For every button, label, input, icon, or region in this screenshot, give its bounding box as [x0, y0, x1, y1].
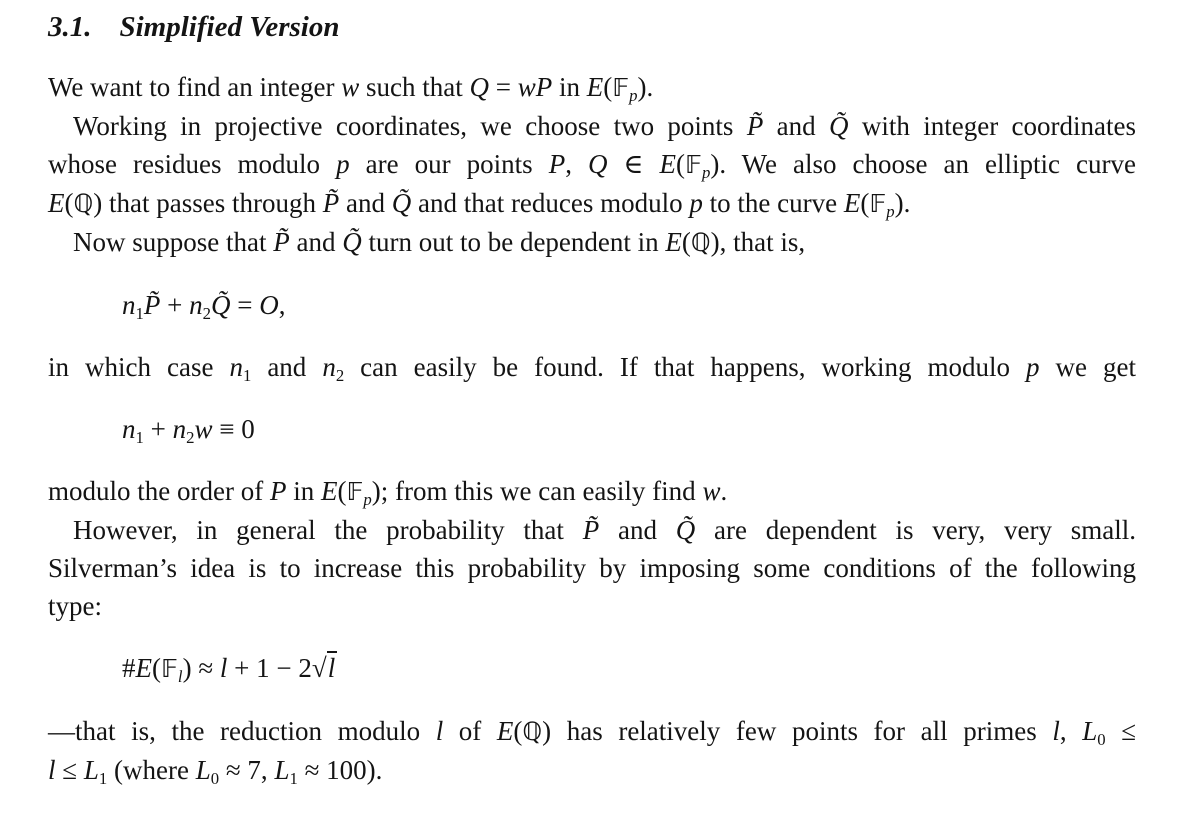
math-var: l [435, 716, 444, 746]
text-run: = [488, 72, 518, 102]
math-subscript: 0 [210, 768, 220, 788]
text-run: ) has relatively few points for all primes [542, 716, 1053, 746]
text-run: Silverman’s idea is to increase this probability by imposing some conditions of the following [48, 553, 1136, 583]
text-run: ≤ [1105, 716, 1137, 746]
math-var: Q̃ [391, 188, 412, 218]
math-var: Q̃ [829, 111, 849, 141]
para-line [48, 751, 1136, 789]
text-run: ≈ 7, [219, 755, 275, 785]
math-subscript: 0 [1097, 729, 1106, 749]
para-line [48, 184, 1136, 223]
para-line [48, 348, 1136, 386]
math-subscript: 1 [135, 303, 144, 323]
math-var: p [336, 149, 350, 179]
section-heading [48, 8, 1136, 46]
text-run: Now suppose that [73, 227, 274, 257]
text-run: ) ≈ [182, 653, 220, 683]
text-run: ( [337, 476, 347, 506]
text-run: whose residues modulo [48, 149, 337, 179]
section-number: 3.1. [48, 11, 92, 43]
text-run: and that reduces modulo [411, 188, 690, 218]
math-var: P̃ [746, 111, 764, 141]
blackboard-letter: ℚ [522, 717, 543, 746]
math-var: P̃ [143, 290, 161, 320]
text-run: ∈ [607, 149, 660, 179]
math-var: n [122, 414, 136, 444]
para-line [48, 68, 1136, 107]
document-lines [48, 68, 1136, 789]
text-run: of [443, 716, 497, 746]
blackboard-letter: 𝔽 [612, 73, 630, 102]
text-run: Working in projective coordinates, we choose two points [73, 111, 747, 141]
math-var: P̃ [322, 188, 340, 218]
math-var: Q [469, 72, 489, 102]
math-subscript: p [363, 489, 372, 509]
text-run: ) that passes through [93, 188, 323, 218]
math-var: L [274, 755, 290, 785]
text-run: ( [603, 72, 613, 102]
math-var: w [517, 72, 536, 102]
text-run: We want to find an integer [48, 72, 342, 102]
blackboard-letter: ℚ [690, 228, 711, 257]
text-run: , [278, 290, 286, 320]
display-equation [48, 649, 1136, 688]
text-run: in [286, 476, 321, 506]
text-run: and [763, 111, 830, 141]
blackboard-letter: 𝔽 [869, 189, 887, 218]
text-run: + [160, 290, 190, 320]
math-var: E [659, 149, 677, 179]
para-line [48, 511, 1136, 549]
math-subscript: 1 [98, 768, 108, 788]
math-var: O [259, 290, 279, 320]
text-run: in which case [48, 352, 230, 382]
math-var: Q̃ [675, 515, 696, 545]
math-var: w [341, 72, 360, 102]
math-var: E [586, 72, 604, 102]
text-run: ). [637, 72, 654, 102]
text-run: modulo the order of [48, 476, 270, 506]
math-var: E [496, 716, 514, 746]
math-subscript: 2 [186, 427, 195, 447]
math-var: n [322, 352, 336, 382]
math-var: P [535, 72, 553, 102]
blackboard-letter: 𝔽 [346, 477, 364, 506]
para-line [48, 712, 1136, 751]
text-run: and [289, 227, 343, 257]
text-run: + 1 − 2 [227, 653, 312, 683]
math-subscript: 2 [202, 303, 211, 323]
text-run: in [552, 72, 587, 102]
math-var: L [1082, 716, 1098, 746]
text-run: , [1059, 716, 1083, 746]
math-var: Q̃ [342, 227, 362, 257]
text-run: we get [1039, 352, 1137, 382]
math-var: Q [587, 149, 608, 179]
blackboard-letter: 𝔽 [161, 654, 178, 683]
math-var: L [195, 755, 211, 785]
text-run: are our points [349, 149, 549, 179]
text-run: , [565, 149, 588, 179]
math-subscript: 2 [335, 365, 345, 385]
math-var: P [269, 476, 287, 506]
blackboard-letter: 𝔽 [685, 150, 702, 179]
math-var: P̃ [273, 227, 290, 257]
text-run: # [122, 653, 136, 683]
text-run: ). [894, 188, 911, 218]
text-run: and [251, 352, 323, 382]
math-subscript: 1 [242, 365, 252, 385]
text-run: However, in general the probability that [73, 515, 583, 545]
para-line [48, 107, 1136, 145]
text-run: ), that is, [710, 227, 806, 257]
para-line [48, 223, 1136, 262]
math-var: E [843, 188, 861, 218]
text-run: ). We also choose an elliptic curve [710, 149, 1136, 179]
text-run: + [143, 414, 173, 444]
math-var: l [48, 755, 56, 785]
text-run: —that is, the reduction modulo [48, 716, 436, 746]
math-var: n [189, 290, 203, 320]
text-run: and [339, 188, 392, 218]
section-title: Simplified Version [119, 11, 340, 43]
math-subscript: 1 [135, 427, 144, 447]
text-run: such that [359, 72, 470, 102]
math-var: l [219, 653, 228, 683]
text-run: ( [513, 716, 523, 746]
text-run: and [599, 515, 676, 545]
text-run: . [720, 476, 728, 506]
text-run: are dependent is very, very small. [695, 515, 1137, 545]
math-subscript: p [886, 201, 895, 221]
text-run: with integer coordinates [848, 111, 1137, 141]
text-run: turn out to be dependent in [361, 227, 666, 257]
text-run: ( [152, 653, 161, 683]
text-run: (where [107, 755, 196, 785]
text-run: can easily be found. If that happens, working modulo [344, 352, 1027, 382]
math-var: n [229, 352, 243, 382]
math-var: p [689, 188, 703, 218]
math-subscript: p [629, 85, 638, 105]
text-run: ( [676, 149, 686, 179]
math-subscript: 1 [289, 768, 298, 788]
math-var: P̃ [582, 515, 600, 545]
math-var: l [1052, 716, 1060, 746]
math-var: E [665, 227, 682, 257]
math-subscript: l [177, 666, 183, 686]
text-run: ( [681, 227, 691, 257]
math-var: E [320, 476, 338, 506]
math-var: E [48, 188, 65, 218]
para-line [48, 549, 1136, 587]
text-run: ( [64, 188, 74, 218]
text-run: to the curve [702, 188, 844, 218]
math-subscript: p [701, 162, 711, 182]
para-line [48, 145, 1136, 184]
math-var: w [702, 476, 721, 506]
math-var: Q̃ [210, 290, 231, 320]
math-var: L [83, 755, 99, 785]
text-run: ); from this we can easily find [371, 476, 703, 506]
para-line [48, 587, 1136, 625]
math-var: P [548, 149, 566, 179]
text-run: type: [48, 591, 102, 621]
text-run: ( [860, 188, 870, 218]
math-var: n [172, 414, 187, 444]
text-run: √ [311, 653, 327, 683]
text-run: = [230, 290, 260, 320]
text-run: ≤ [55, 755, 84, 785]
text-run: ≈ 100). [297, 755, 383, 785]
blackboard-letter: ℚ [73, 189, 94, 218]
display-equation [48, 286, 1136, 324]
text-run: ≡ 0 [212, 414, 255, 444]
math-var: n [122, 290, 136, 320]
display-equation [48, 410, 1136, 448]
math-var: w [194, 414, 213, 444]
sqrt-argument: l [327, 653, 336, 683]
math-var: E [135, 653, 152, 683]
math-var: p [1026, 352, 1040, 382]
para-line [48, 472, 1136, 511]
